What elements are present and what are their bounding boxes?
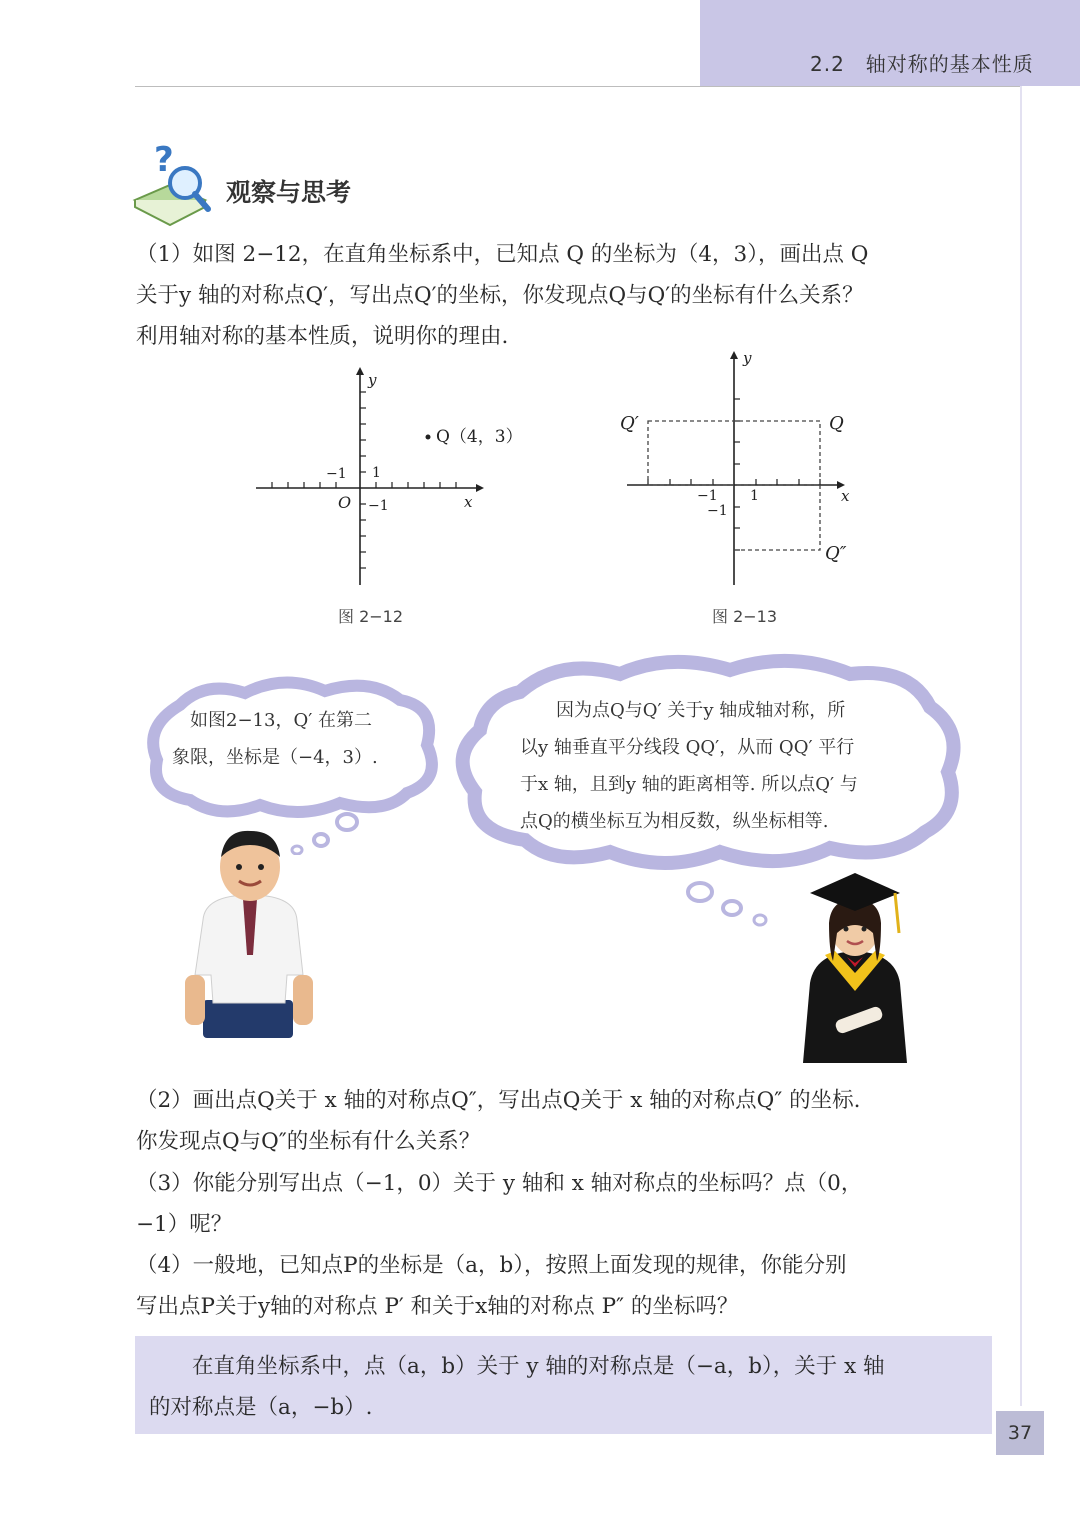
page-number: 37 <box>996 1411 1044 1455</box>
point-q-label: Q（4，3） <box>436 427 523 447</box>
girl-graduate-illustration <box>795 873 915 1073</box>
point-q-prime-label: Q′ <box>620 413 639 434</box>
question-4: （4）一般地，已知点P的坐标是（a，b），按照上面发现的规律，你能分别 写出点P关于y轴的对称点 P′ 和关于x轴的对称点 P″ 的坐标吗？ <box>136 1253 847 1319</box>
figure-2-13 <box>615 345 875 590</box>
section-heading <box>130 145 430 225</box>
header-divider <box>135 86 1020 87</box>
magnifier-book-icon <box>130 145 220 230</box>
bubble-left-text: 如图2−13，Q′ 在第二 象限，坐标是（−4，3）. <box>172 710 378 768</box>
question-1: （1）如图 2−12，在直角坐标系中，已知点 Q 的坐标为（4，3），画出点 Q 关于y 轴的对称点Q′，写出点Q′的坐标，你发现点Q与Q′的坐标有什么关系？ 利用轴对称的基本性质，说明你的理由. <box>136 242 869 349</box>
tick-label-pos-x: 1 <box>372 465 381 481</box>
y-axis-label: y <box>368 371 377 389</box>
figure-2-13-caption: 图 2−13 <box>712 607 778 626</box>
bubble-right-text: 因为点Q与Q′ 关于y 轴成轴对称，所 以y 轴垂直平分线段 QQ′，从而 QQ′ 平行 于x 轴，且到y 轴的距离相等. 所以点Q′ 与 点Q的横坐标互为相反数，纵坐标相等. <box>520 700 858 832</box>
summary-text: 在直角坐标系中，点（a，b）关于 y 轴的对称点是（−a，b），关于 x 轴 的对称点是（a，−b）. <box>149 1354 885 1420</box>
boy-student-illustration <box>185 825 315 1040</box>
svg-text:?: ? <box>154 145 174 180</box>
x-axis-label-fig2: x <box>841 487 850 505</box>
figure-2-12-caption: 图 2−12 <box>338 607 404 626</box>
figure-2-12 <box>250 365 530 595</box>
question-2: （2）画出点Q关于 x 轴的对称点Q″，写出点Q关于 x 轴的对称点Q″ 的坐标. 你发现点Q与Q″的坐标有什么关系？ <box>136 1088 861 1154</box>
margin-rule <box>1020 86 1022 1406</box>
tick-label-pos-x-fig2: 1 <box>750 488 759 504</box>
tick-label-neg-x-fig2: −1 <box>697 488 718 504</box>
y-axis-label-fig2: y <box>743 349 752 367</box>
tick-label-neg-y: −1 <box>368 498 389 514</box>
summary-box <box>135 1336 992 1434</box>
tick-label-neg-y-fig2: −1 <box>707 503 728 519</box>
point-q-label-fig2: Q <box>829 413 844 434</box>
question-3: （3）你能分别写出点（−1，0）关于 y 轴和 x 轴对称点的坐标吗？点（0， −1）呢？ <box>136 1171 863 1237</box>
section-title: 观察与思考 <box>226 178 352 207</box>
point-q-double-prime-label: Q″ <box>825 543 847 564</box>
x-axis-label: x <box>464 493 473 511</box>
chapter-title: 2.2 轴对称的基本性质 <box>810 52 1034 76</box>
tick-label-neg-x: −1 <box>326 466 347 482</box>
origin-label: O <box>338 493 352 512</box>
